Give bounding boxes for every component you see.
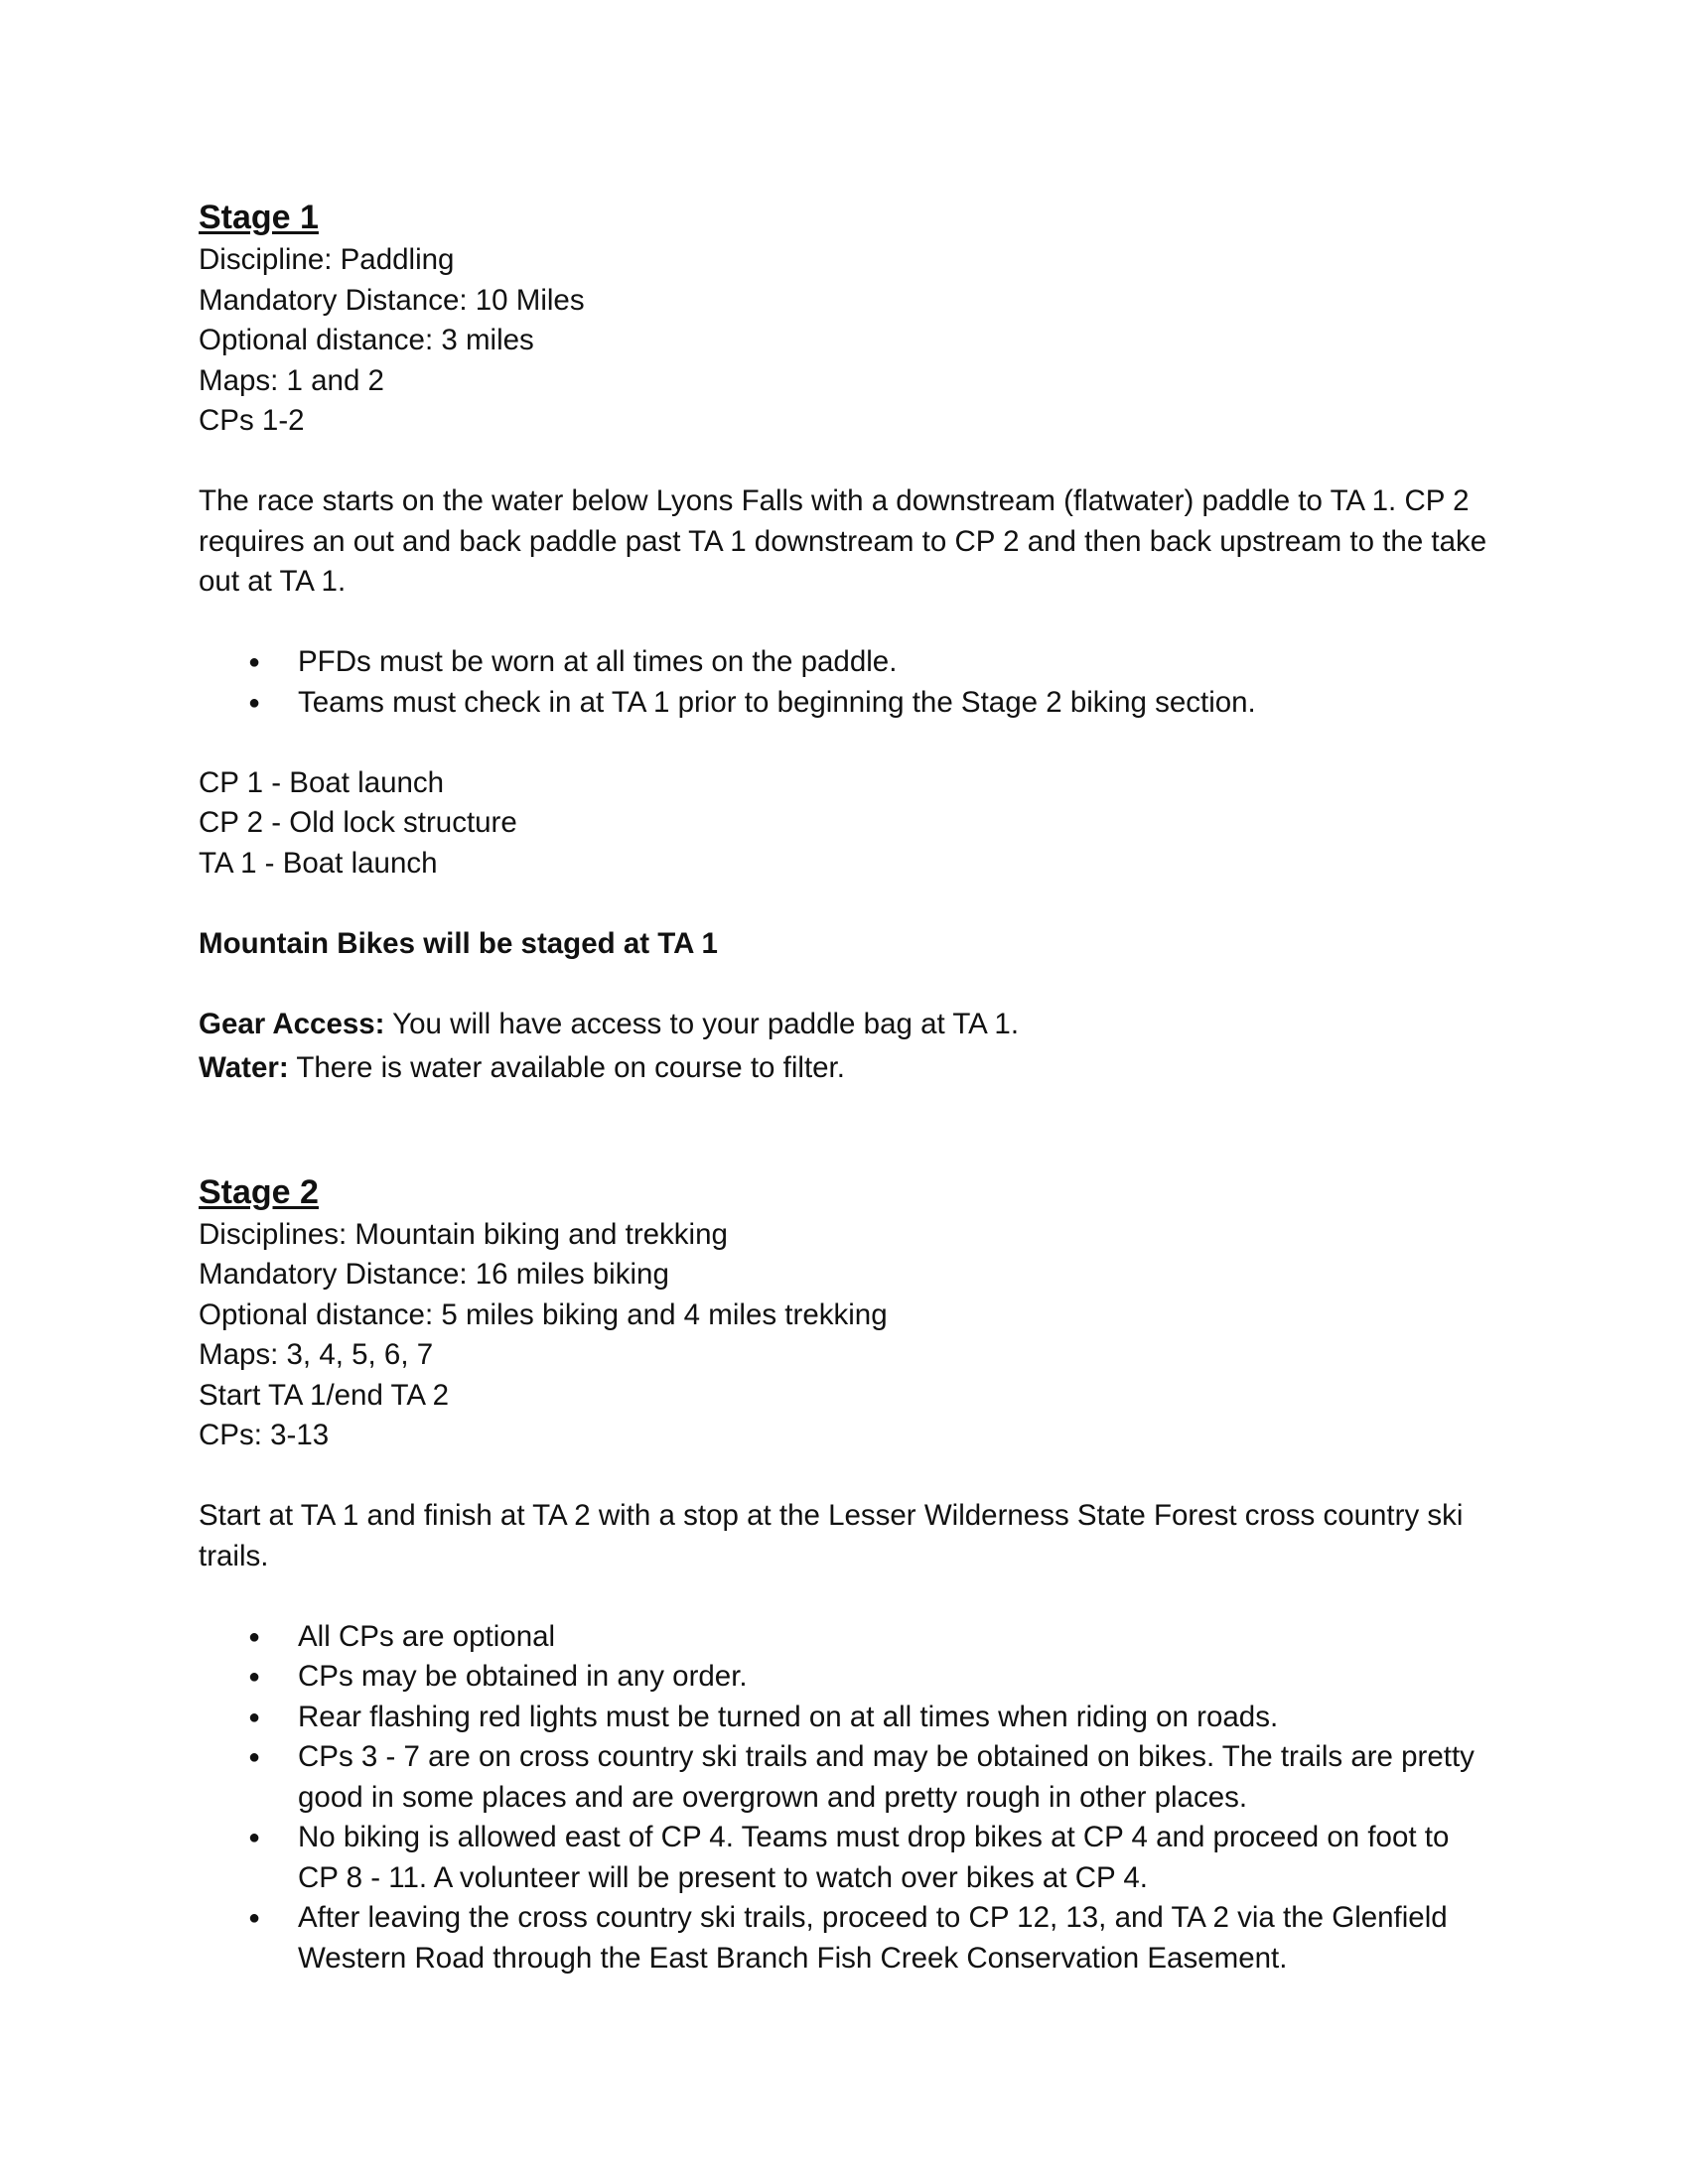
stage-2-details — [199, 1215, 1489, 1456]
stage-1-optional-distance: Optional distance: 3 miles — [199, 324, 534, 356]
stage-2-rules-list — [199, 1617, 1489, 1979]
list-item: ● PFDs must be worn at all times on the paddle. — [199, 642, 1489, 683]
gear-access-line — [199, 1005, 1489, 1045]
stage-2-cps: CPs: 3-13 — [199, 1419, 330, 1451]
stage-2-maps: Maps: 3, 4, 5, 6, 7 — [199, 1338, 434, 1371]
list-item: ● CPs may be obtained in any order. — [199, 1657, 1489, 1698]
list-item: ● All CPs are optional — [199, 1617, 1489, 1658]
bikes-staged-note: Mountain Bikes will be staged at TA 1 — [199, 926, 718, 960]
stage-2-title: Stage 2 — [199, 1172, 319, 1211]
stage-1-cps: CPs 1-2 — [199, 404, 305, 437]
document-page — [199, 195, 1489, 1979]
stage-2-optional-distance: Optional distance: 5 miles biking and 4 miles trekking — [199, 1297, 888, 1331]
list-item: ● No biking is allowed east of CP 4. Teams must drop bikes at CP 4 and proceed on foot to CP 8 - 11. A volunteer will be present to watch over bikes at CP 4. — [199, 1818, 1489, 1898]
water-text: There is water available on course to filter. — [288, 1051, 845, 1084]
stage-2-mandatory-distance: Mandatory Distance: 16 miles biking — [199, 1258, 669, 1291]
checkpoint-ta1: TA 1 - Boat launch — [199, 846, 438, 880]
stage-1-mandatory-distance: Mandatory Distance: 10 Miles — [199, 283, 585, 317]
checkpoint-cp2: CP 2 - Old lock structure — [199, 806, 517, 839]
stage-1-rules-list — [199, 642, 1489, 723]
water-label: Water: — [199, 1051, 289, 1084]
list-item: ● CPs 3 - 7 are on cross country ski trails and may be obtained on bikes. The trails are pretty good in some places and are overgrown and pretty rough in other places. — [199, 1737, 1489, 1818]
stage-2-start-end: Start TA 1/end TA 2 — [199, 1378, 450, 1412]
stage-1-description: The race starts on the water below Lyons Falls with a downstream (flatwater) paddle to TA 1. CP 2 requires an out and back paddle past TA 1 downstream to CP 2 and then back upstream to the take out at TA 1. — [199, 484, 1487, 598]
list-item: ● After leaving the cross country ski trails, proceed to CP 12, 13, and TA 2 via the Glenfield Western Road through the East Branch Fish Creek Conservation Easement. — [199, 1898, 1489, 1979]
stage-1-title: Stage 1 — [199, 199, 319, 236]
stage-1-details — [199, 240, 1489, 442]
stage-1-maps: Maps: 1 and 2 — [199, 363, 384, 397]
list-item: ● Teams must check in at TA 1 prior to beginning the Stage 2 biking section. — [199, 683, 1489, 724]
gear-access-label: Gear Access: — [199, 1007, 385, 1040]
gear-access-text: You will have access to your paddle bag at TA 1. — [384, 1007, 1020, 1040]
stage-1-checkpoints — [199, 763, 1489, 885]
stage-1-discipline: Discipline: Paddling — [199, 243, 455, 276]
stage-2-description: Start at TA 1 and finish at TA 2 with a stop at the Lesser Wilderness State Forest cross country ski trails. — [199, 1499, 1464, 1572]
list-item: ● Rear flashing red lights must be turned on at all times when riding on roads. — [199, 1698, 1489, 1738]
stage-2-disciplines: Disciplines: Mountain biking and trekking — [199, 1217, 728, 1251]
checkpoint-cp1: CP 1 - Boat launch — [199, 765, 445, 799]
water-line — [199, 1048, 1489, 1089]
